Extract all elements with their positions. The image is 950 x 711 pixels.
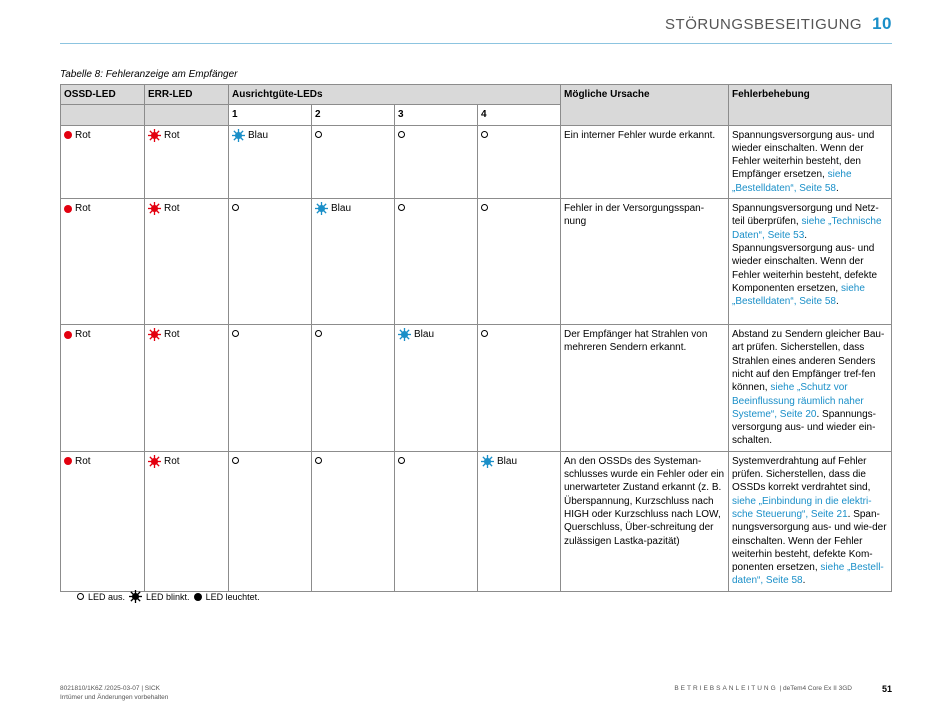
align-state: Blau — [331, 203, 352, 215]
cell-align-2 — [312, 125, 395, 198]
led-blink-red-icon — [148, 202, 161, 215]
led-off-icon — [481, 131, 488, 138]
cell-align-2 — [312, 199, 395, 325]
align-state: Blau — [414, 329, 435, 341]
led-off-icon — [315, 131, 322, 138]
cell-fix — [729, 325, 892, 452]
err-state: Rot — [164, 129, 180, 141]
led-blink-blue-icon — [481, 455, 494, 468]
cell-align-2 — [312, 325, 395, 452]
cell-align-4 — [478, 325, 561, 452]
cell-err — [145, 451, 229, 591]
fix-text: Abstand zu Sendern gleicher Bau-art prüfen. Sicherstellen, dass Strahlen eines anderen Senders nicht auf den Empfänger tref-fen können, — [732, 329, 885, 394]
cell-align-4 — [478, 199, 561, 325]
ossd-state: Rot — [75, 203, 91, 215]
led-off-icon — [232, 330, 239, 337]
led-on-red-icon — [64, 205, 72, 213]
led-blink-blue-icon — [315, 202, 328, 215]
fix-text: Spannungsversorgung und Netz-teil überprüfen, — [732, 203, 879, 228]
cell-cause: Der Empfänger hat Strahlen von mehreren Sendern erkannt. — [561, 325, 729, 452]
cell-align-2 — [312, 451, 395, 591]
header-err-led: ERR-LED — [145, 85, 229, 105]
ossd-state: Rot — [75, 329, 91, 341]
align-state: Blau — [248, 129, 269, 141]
led-blink-blue-icon — [232, 129, 245, 142]
cell-ossd — [61, 451, 145, 591]
cell-cause: Fehler in der Versorgungsspan-nung — [561, 199, 729, 325]
cell-align-1 — [229, 125, 312, 198]
led-on-icon — [194, 593, 202, 601]
header-align-2: 2 — [312, 105, 395, 125]
led-blink-red-icon — [148, 129, 161, 142]
led-off-icon — [315, 457, 322, 464]
fix-link[interactable]: siehe „Bestelldaten“, Seite 58 — [732, 169, 852, 194]
cell-align-1 — [229, 325, 312, 452]
table-caption: Tabelle 8: Fehleranzeige am Empfänger — [60, 69, 238, 80]
legend-on-label: LED leuchtet. — [205, 591, 260, 602]
led-off-icon — [481, 204, 488, 211]
table-row — [61, 125, 892, 198]
footer-left — [60, 684, 168, 702]
header-ossd-blank — [61, 105, 145, 125]
cell-fix — [729, 451, 892, 591]
fix-text: Systemverdrahtung auf Fehler prüfen. Sicherstellen, dass die OSSDs korrekt verdrahtet sind, — [732, 455, 871, 494]
ossd-state: Rot — [75, 455, 91, 467]
led-off-icon — [398, 457, 405, 464]
page-number: 51 — [881, 684, 892, 694]
cell-align-3 — [395, 199, 478, 325]
led-off-icon — [232, 457, 239, 464]
fix-text: . — [802, 575, 806, 587]
header-err-blank — [145, 105, 229, 125]
header-rule — [60, 43, 892, 44]
err-state: Rot — [164, 455, 180, 467]
led-on-red-icon — [64, 131, 72, 139]
fix-text: . Span-nungsversorgung aus- und wie-der einschalten. Wenn der Fehler weiterhin besteht, defekte Kom-ponenten ersetzen, — [732, 508, 887, 574]
cell-align-3 — [395, 325, 478, 452]
chapter-header — [665, 14, 892, 34]
fix-link[interactable]: siehe „Bestell-daten“, Seite 58 — [732, 562, 884, 587]
cell-err — [145, 325, 229, 452]
footer-doc-id: 8021810/1K6Z /2025-03-07 | SICK — [60, 685, 160, 692]
cell-err — [145, 125, 229, 198]
table-row — [61, 451, 892, 591]
led-legend — [77, 590, 260, 603]
err-state: Rot — [164, 329, 180, 341]
header-alignment-leds: Ausrichtgüte-LEDs — [229, 85, 561, 105]
header-cause: Mögliche Ursache — [561, 85, 729, 126]
footer-disclaimer: Irrtümer und Änderungen vorbehalten — [60, 694, 169, 701]
led-off-icon — [77, 593, 84, 600]
cell-align-4 — [478, 125, 561, 198]
header-ossd-led: OSSD-LED — [61, 85, 145, 105]
led-on-red-icon — [64, 457, 72, 465]
align-state: Blau — [497, 455, 518, 467]
legend-blink-label: LED blinkt. — [146, 591, 190, 602]
cell-align-4 — [478, 451, 561, 591]
led-blink-red-icon — [148, 455, 161, 468]
ossd-state: Rot — [75, 129, 91, 141]
chapter-title: STÖRUNGSBESEITIGUNG — [665, 16, 863, 33]
fix-link[interactable]: siehe „Einbindung in die elektri-sche Steuerung“, Seite 21 — [732, 495, 872, 520]
cell-ossd — [61, 199, 145, 325]
legend-off-label: LED aus. — [88, 591, 126, 602]
chapter-number: 10 — [872, 14, 892, 33]
table-row — [61, 199, 892, 325]
led-blink-blue-icon — [398, 328, 411, 341]
error-table — [60, 84, 892, 592]
fix-link[interactable]: siehe „Schutz vor Beeinflussung räumlich naher Systeme“, Seite 20 — [732, 382, 864, 420]
footer-right — [674, 685, 852, 692]
cell-fix — [729, 199, 892, 325]
cell-align-3 — [395, 451, 478, 591]
fix-text: Spannungsversorgung aus- und wieder einschalten. Wenn der Fehler weiterhin besteht, den Empfänger ersetzen, — [732, 129, 875, 181]
header-align-3: 3 — [395, 105, 478, 125]
led-on-red-icon — [64, 331, 72, 339]
table-row — [61, 325, 892, 452]
led-blink-icon — [129, 590, 142, 603]
header-align-4: 4 — [478, 105, 561, 125]
footer-product: | deTem4 Core Ex II 3GD — [777, 685, 852, 692]
header-align-1: 1 — [229, 105, 312, 125]
cell-ossd — [61, 125, 145, 198]
fix-text: . — [835, 296, 839, 308]
led-off-icon — [398, 204, 405, 211]
cell-align-3 — [395, 125, 478, 198]
cell-cause: Ein interner Fehler wurde erkannt. — [561, 125, 729, 198]
cell-ossd — [61, 325, 145, 452]
cell-align-1 — [229, 451, 312, 591]
fix-text: . Spannungs-versorgung aus- und wieder ein-schalten. — [732, 408, 876, 447]
fix-text: . — [835, 182, 839, 194]
header-fix: Fehlerbehebung — [729, 85, 892, 126]
led-off-icon — [232, 204, 239, 211]
fix-text: . Spannungsversorgung aus- und wieder einschalten. — [732, 229, 875, 268]
fix-link[interactable]: siehe „Technische Daten“, Seite 53 — [732, 216, 882, 241]
led-off-icon — [398, 131, 405, 138]
fix-link[interactable]: siehe „Bestelldaten“, Seite 58 — [732, 282, 865, 308]
fix-text: Wenn der Fehler weiterhin besteht, defekte Komponenten ersetzen, — [732, 256, 878, 294]
led-blink-red-icon — [148, 328, 161, 341]
cell-align-1 — [229, 199, 312, 325]
cell-fix — [729, 125, 892, 198]
cell-cause: An den OSSDs des Systeman-schlusses wurde ein Fehler oder ein unerwarteter Zustand erkannt (z. B. Überspannung, Kurzschluss nach HIGH oder Kurzschluss nach LOW, Querschluss, Über-schreitung der zulässigen Lastka-pazität) — [561, 451, 729, 591]
cell-err — [145, 199, 229, 325]
err-state: Rot — [164, 203, 180, 215]
led-off-icon — [481, 330, 488, 337]
led-off-icon — [315, 330, 322, 337]
footer-doc-type: BETRIEBSANLEITUNG — [674, 685, 778, 692]
